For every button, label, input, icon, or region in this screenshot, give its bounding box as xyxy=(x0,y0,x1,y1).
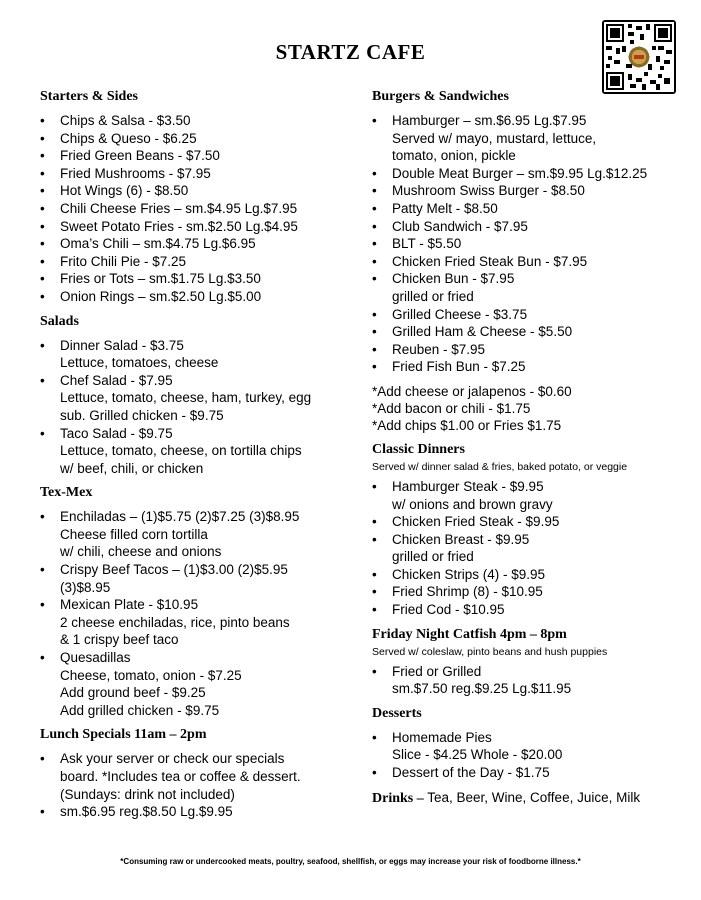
item-desc: w/ onions and brown gravy xyxy=(392,496,553,512)
starters-list xyxy=(40,112,355,306)
item-name: Taco Salad - $9.75 xyxy=(60,425,173,441)
salads-heading: Salads xyxy=(40,313,79,329)
list-item: • Fried Green Beans - $7.50 xyxy=(40,147,355,165)
list-item: • Grilled Ham & Cheese - $5.50 xyxy=(372,323,687,341)
salads-list xyxy=(40,337,355,478)
item-desc: Add grilled chicken - $9.75 xyxy=(60,702,220,718)
item-desc: 2 cheese enchiladas, rice, pinto beans xyxy=(60,614,290,630)
item-desc: Cheese filled corn tortilla xyxy=(60,526,208,542)
list-item: • Dessert of the Day - $1.75 xyxy=(372,764,687,782)
item-desc: Add ground beef - $9.25 xyxy=(60,685,206,701)
item-desc: grilled or fried xyxy=(392,549,474,565)
item-name: Chicken Breast - $9.95 xyxy=(392,531,530,547)
item-desc: Lettuce, tomatoes, cheese xyxy=(60,355,219,371)
desserts-list xyxy=(372,729,687,782)
list-item: • Fried Mushrooms - $7.95 xyxy=(40,165,355,183)
list-item: • Fried Cod - $10.95 xyxy=(372,601,687,619)
list-item: • Chili Cheese Fries – sm.$4.95 Lg.$7.95 xyxy=(40,200,355,218)
list-item: • Frito Chili Pie - $7.25 xyxy=(40,253,355,271)
left-column xyxy=(40,88,355,828)
item-desc: & 1 crispy beef taco xyxy=(60,632,179,648)
list-item: • Hot Wings (6) - $8.50 xyxy=(40,182,355,200)
item-desc: sub. Grilled chicken - $9.75 xyxy=(60,407,224,423)
item-desc: Cheese, tomato, onion - $7.25 xyxy=(60,667,242,683)
list-item: • Club Sandwich - $7.95 xyxy=(372,218,687,236)
list-item xyxy=(40,337,355,372)
item-name: Ask your server or check our specials xyxy=(60,751,285,767)
lunch-heading: Lunch Specials 11am – 2pm xyxy=(40,727,207,743)
item-name: Hamburger – sm.$6.95 Lg.$7.95 xyxy=(392,113,587,128)
right-column xyxy=(372,88,687,808)
item-desc: board. *Includes tea or coffee & dessert. xyxy=(60,769,301,784)
texmex-heading: Tex-Mex xyxy=(40,485,93,501)
list-item: • Sweet Potato Fries - sm.$2.50 Lg.$4.95 xyxy=(40,218,355,236)
drinks-label: Drinks – xyxy=(372,790,424,806)
list-item: • Onion Rings – sm.$2.50 Lg.$5.00 xyxy=(40,288,355,306)
dinners-note: Served w/ dinner salad & fries, baked potato, or veggie xyxy=(372,460,628,473)
drinks-line xyxy=(372,789,687,808)
item-name: Homemade Pies xyxy=(392,729,492,745)
catfish-heading: Friday Night Catfish 4pm – 8pm xyxy=(372,626,567,642)
item-name: Hamburger Steak - $9.95 xyxy=(392,478,544,494)
item-desc: w/ chili, cheese and onions xyxy=(60,544,222,560)
list-item: • Fried Fish Bun - $7.25 xyxy=(372,358,687,376)
item-desc: Lettuce, tomato, cheese, on tortilla chips xyxy=(60,443,302,459)
list-item: • Patty Melt - $8.50 xyxy=(372,200,687,218)
qr-code[interactable] xyxy=(602,20,676,94)
item-desc: Lettuce, tomato, cheese, ham, turkey, egg xyxy=(60,390,312,406)
catfish-note: Served w/ coleslaw, pinto beans and hush puppies xyxy=(372,645,608,658)
item-desc: w/ beef, chili, or chicken xyxy=(60,460,204,476)
footer-disclaimer: *Consuming raw or undercooked meats, poultry, seafood, shellfish, or eggs may increase your risk of foodborne illness.* xyxy=(120,857,581,866)
list-item xyxy=(372,729,687,764)
item-desc: Served w/ mayo, mustard, lettuce, xyxy=(392,130,597,146)
burger-addons xyxy=(372,383,687,434)
item-desc: sm.$7.50 reg.$9.25 Lg.$11.95 xyxy=(392,681,572,697)
item-name: Fried or Grilled xyxy=(392,663,482,679)
page-title: STARTZ CAFE xyxy=(275,40,426,64)
list-item: • Oma’s Chili – sm.$4.75 Lg.$6.95 xyxy=(40,235,355,253)
dinners-list xyxy=(372,478,687,619)
burgers-heading: Burgers & Sandwiches xyxy=(372,89,509,104)
addon-line: *Add cheese or jalapenos - $0.60 xyxy=(372,383,572,399)
item-name: Mexican Plate - $10.95 xyxy=(60,597,199,613)
list-item xyxy=(40,561,355,596)
list-item xyxy=(40,596,355,649)
qr-code-icon xyxy=(604,22,674,92)
list-item: • Chicken Fried Steak - $9.95 xyxy=(372,513,687,531)
addon-line: *Add bacon or chili - $1.75 xyxy=(372,400,531,416)
item-desc: Slice - $4.25 Whole - $20.00 xyxy=(392,747,563,763)
list-item xyxy=(372,112,687,165)
addon-line: *Add chips $1.00 or Fries $1.75 xyxy=(372,417,562,433)
item-desc: (3)$8.95 xyxy=(60,579,111,595)
item-desc: grilled or fried xyxy=(392,288,474,304)
item-name: Chicken Bun - $7.95 xyxy=(392,271,515,287)
item-name: Enchiladas – (1)$5.75 (2)$7.25 (3)$8.95 xyxy=(60,509,300,525)
starters-heading: Starters & Sides xyxy=(40,89,138,104)
item-name: sm.$6.95 reg.$8.50 Lg.$9.95 xyxy=(60,804,233,820)
catfish-list xyxy=(372,663,687,698)
list-item xyxy=(40,750,355,803)
list-item: • Chicken Fried Steak Bun - $7.95 xyxy=(372,253,687,271)
desserts-heading: Desserts xyxy=(372,705,422,721)
list-item xyxy=(40,803,355,821)
list-item xyxy=(372,478,687,513)
list-item xyxy=(372,531,687,566)
list-item xyxy=(372,270,687,305)
item-name: Dinner Salad - $3.75 xyxy=(60,337,184,353)
list-item: • Fries or Tots – sm.$1.75 Lg.$3.50 xyxy=(40,270,355,288)
list-item xyxy=(40,508,355,561)
lunch-list xyxy=(40,750,355,820)
list-item xyxy=(372,663,687,698)
list-item xyxy=(40,372,355,425)
texmex-list xyxy=(40,508,355,719)
list-item: • Double Meat Burger – sm.$9.95 Lg.$12.25 xyxy=(372,165,687,183)
item-desc: (Sundays: drink not included) xyxy=(60,786,235,802)
list-item xyxy=(40,649,355,719)
list-item: • Chips & Salsa - $3.50 xyxy=(40,112,355,130)
list-item: • Grilled Cheese - $3.75 xyxy=(372,306,687,324)
drinks-text: Tea, Beer, Wine, Coffee, Juice, Milk xyxy=(423,789,641,805)
list-item: • Fried Shrimp (8) - $10.95 xyxy=(372,583,687,601)
burgers-list xyxy=(372,112,687,376)
item-desc: tomato, onion, pickle xyxy=(392,148,516,164)
dinners-heading: Classic Dinners xyxy=(372,441,465,457)
item-name: Quesadillas xyxy=(60,650,131,666)
list-item: • Chicken Strips (4) - $9.95 xyxy=(372,566,687,584)
item-name: Crispy Beef Tacos – (1)$3.00 (2)$5.95 xyxy=(60,562,288,578)
list-item: • Reuben - $7.95 xyxy=(372,341,687,359)
item-name: Chef Salad - $7.95 xyxy=(60,372,173,388)
list-item xyxy=(40,425,355,478)
list-item: • Chips & Queso - $6.25 xyxy=(40,130,355,148)
list-item: • Mushroom Swiss Burger - $8.50 xyxy=(372,182,687,200)
list-item: • BLT - $5.50 xyxy=(372,235,687,253)
